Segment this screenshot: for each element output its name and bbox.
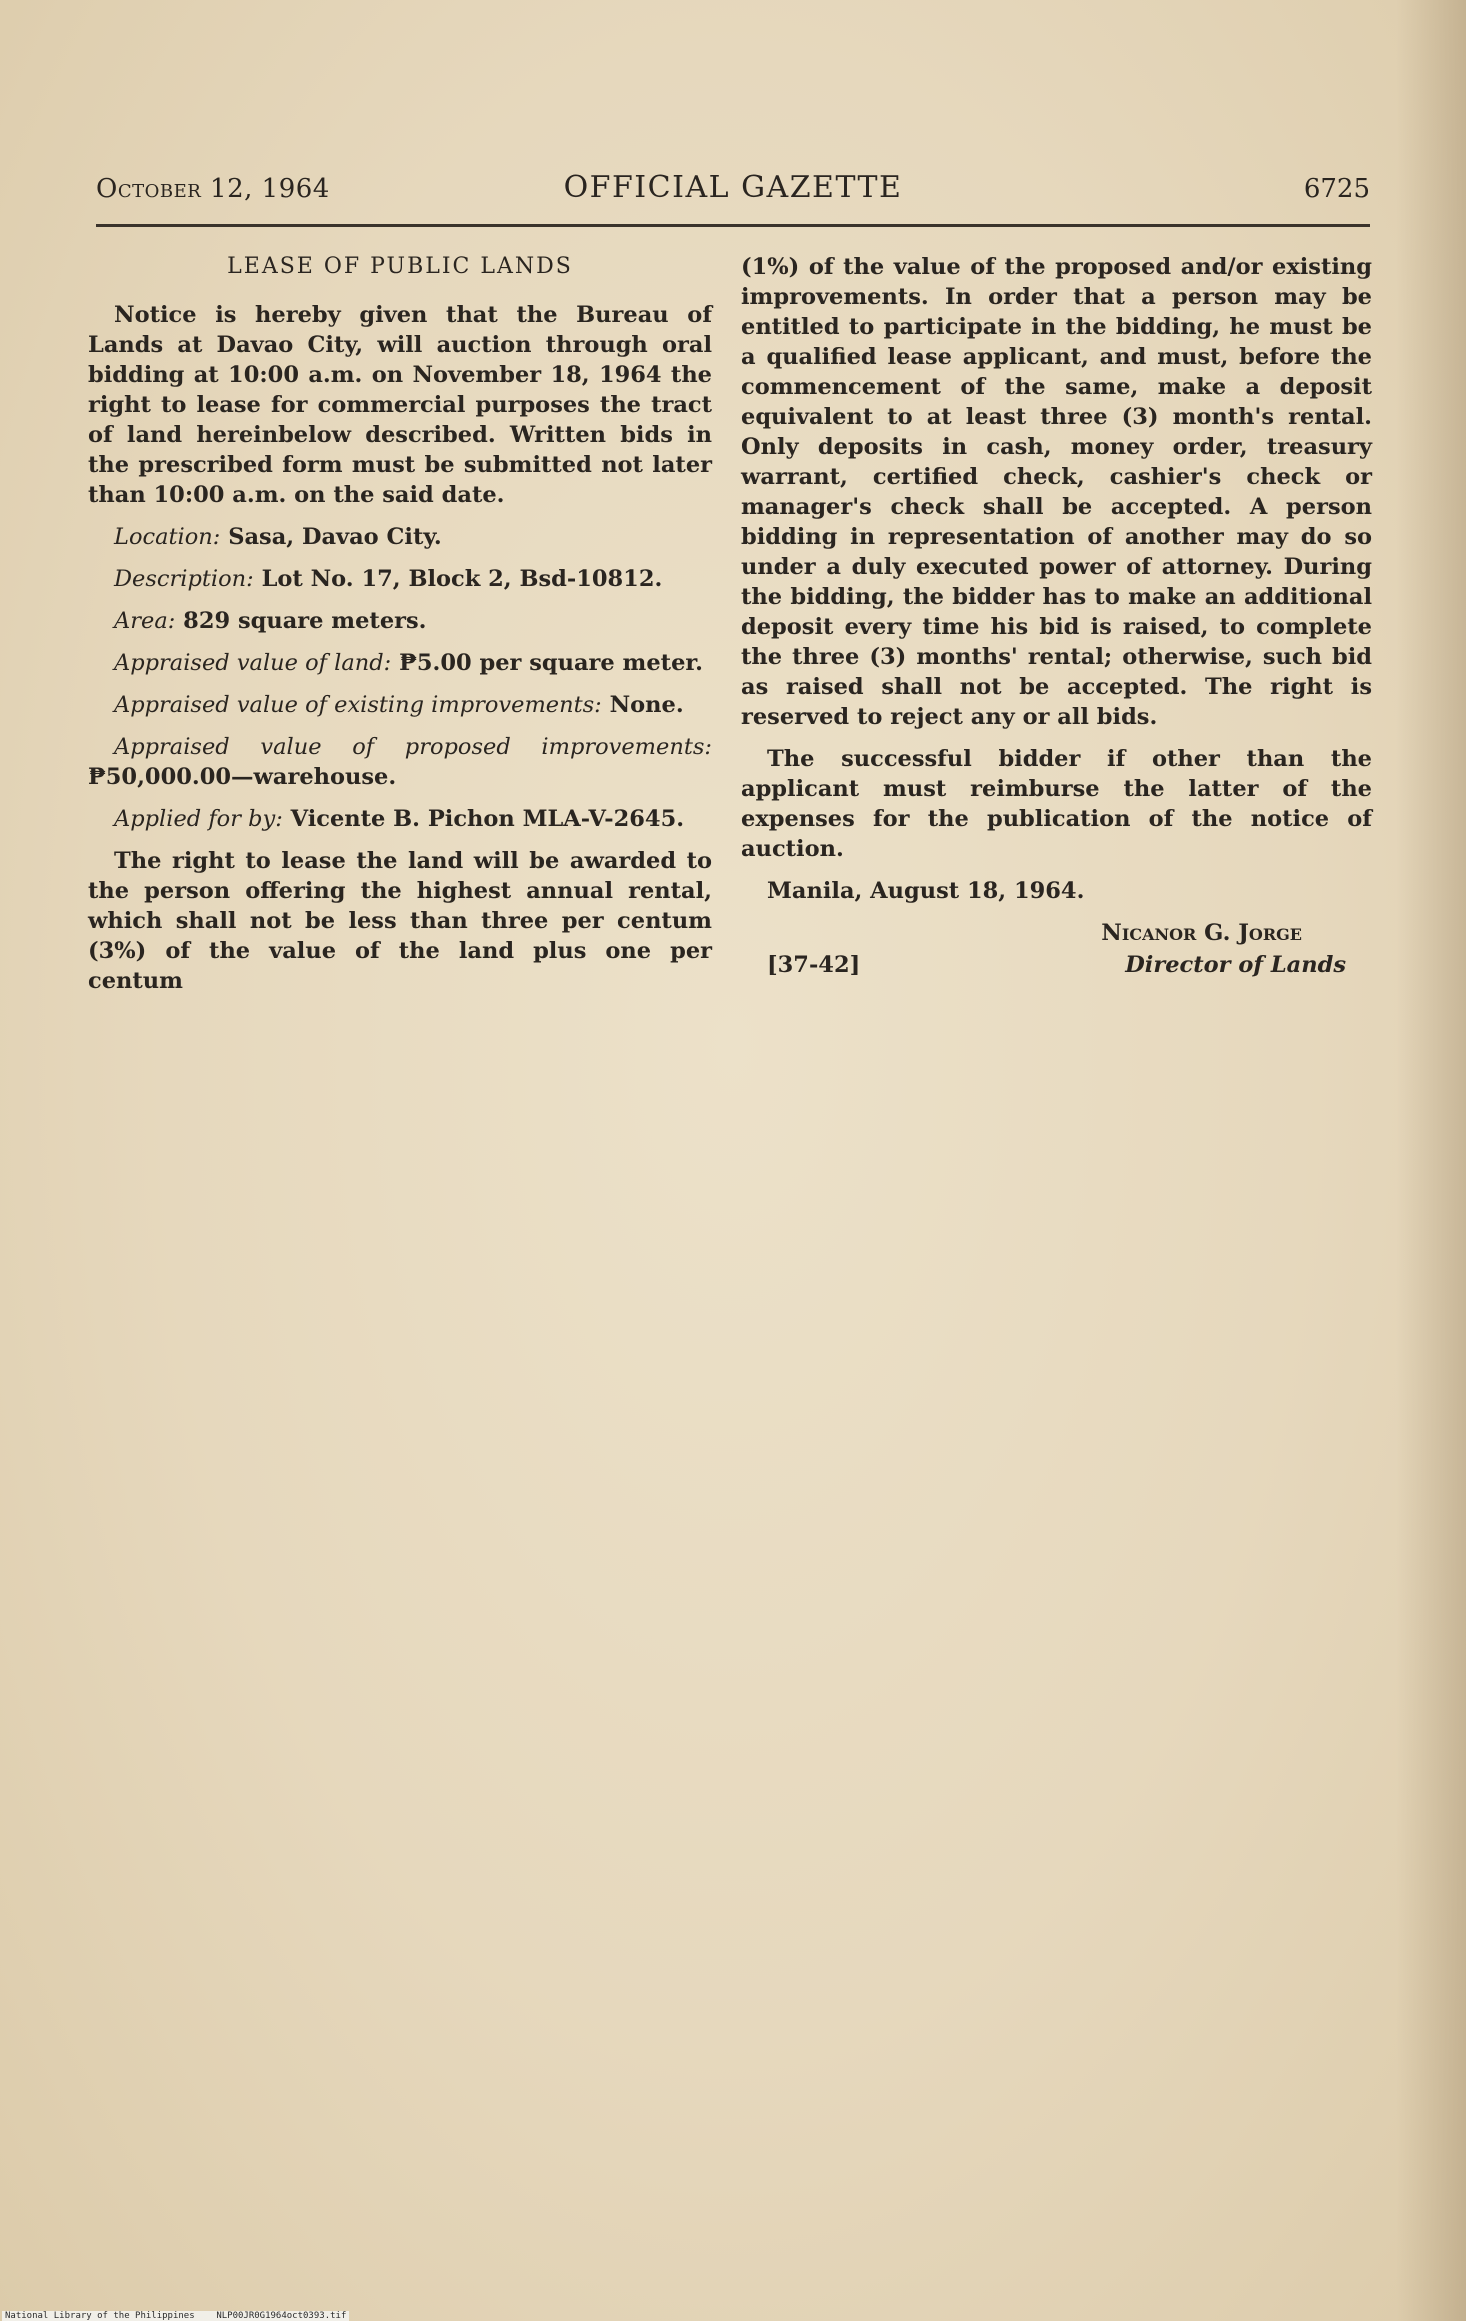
description-value: Lot No. 17, Block 2, Bsd-10812. — [261, 566, 663, 592]
location-line — [88, 522, 712, 552]
description-label: Description: — [114, 566, 254, 592]
appraised-existing-label: Appraised value of existing improvements: — [114, 692, 602, 718]
appraised-land-value: ₱5.00 per square meter. — [399, 650, 704, 676]
award-paragraph-part1: The right to lease the land will be awarded to the person offering the highest annual rental, which shall not be less than three per centum (3%) of the value of the land plus one per centum — [88, 848, 712, 994]
page-edge-shadow — [1396, 0, 1466, 2321]
appraised-existing-line — [88, 690, 712, 720]
applied-for-line — [88, 804, 712, 834]
area-line — [88, 606, 712, 636]
place-date: Manila, August 18, 1964. — [767, 878, 1085, 904]
location-label: Location: — [114, 524, 221, 550]
appraised-proposed-line — [88, 732, 712, 792]
header-date: October 12, 1964 — [96, 174, 330, 204]
signatory-name: Nicanor G. Jorge — [1101, 920, 1302, 946]
notice-title: LEASE OF PUBLIC LANDS — [227, 254, 573, 279]
area-label: Area: — [114, 608, 176, 634]
page-number: 6725 — [1303, 174, 1370, 204]
applied-value: Vicente B. Pichon MLA-V-2645. — [290, 806, 685, 832]
signature-block — [741, 918, 1372, 984]
location-value: Sasa, Davao City. — [228, 524, 442, 550]
header-rule — [96, 224, 1370, 227]
publication-title: OFFICIAL GAZETTE — [563, 170, 903, 205]
area-value: 829 square meters. — [183, 608, 427, 634]
signatory-title: Director of Lands — [1125, 952, 1346, 978]
left-column — [88, 252, 712, 996]
appraised-proposed-label: Appraised value of proposed improvements: — [114, 734, 712, 760]
appraised-land-label: Appraised value of land: — [114, 650, 392, 676]
scan-source-caption: National Library of the Philippines NLP00JR0G1964oct0393.tif — [2, 2311, 349, 2321]
applied-label: Applied for by: — [114, 806, 283, 832]
appraised-proposed-value: ₱50,000.00—warehouse. — [88, 764, 397, 790]
appraised-land-line — [88, 648, 712, 678]
publication-reference: [37-42] — [767, 952, 861, 978]
award-paragraph-part2: (1%) of the value of the proposed and/or existing improvements. In order that a person may be entitled to participate in the bidding, he must be a qualified lease applicant, and must, before the commencement of the same, make a deposit equivalent to at least three (3) month's rental. Only deposits in cash, money order, treasury warrant, certified check, cashier's check or manager's check shall be accepted. A person bidding in representation of another may do so under a duly executed power of attorney. During the bidding, the bidder has to make an additional deposit every time his bid is raised, to complete the three (3) months' rental; otherwise, such bid as raised shall not be accepted. The right is reserved to reject any or all bids. — [741, 254, 1372, 730]
description-line — [88, 564, 712, 594]
notice-intro: Notice is hereby given that the Bureau of Lands at Davao City, will auction through oral bidding at 10:00 a.m. on November 18, 1964 the right to lease for commercial purposes the tract of land hereinbelow described. Written bids in the prescribed form must be submitted not later than 10:00 a.m. on the said date. — [88, 302, 712, 508]
right-column — [741, 252, 1372, 984]
page-header — [96, 168, 1370, 212]
appraised-existing-value: None. — [609, 692, 684, 718]
reimburse-paragraph: The successful bidder if other than the applicant must reimburse the latter of the expenses for the publication of the notice of auction. — [741, 746, 1372, 862]
